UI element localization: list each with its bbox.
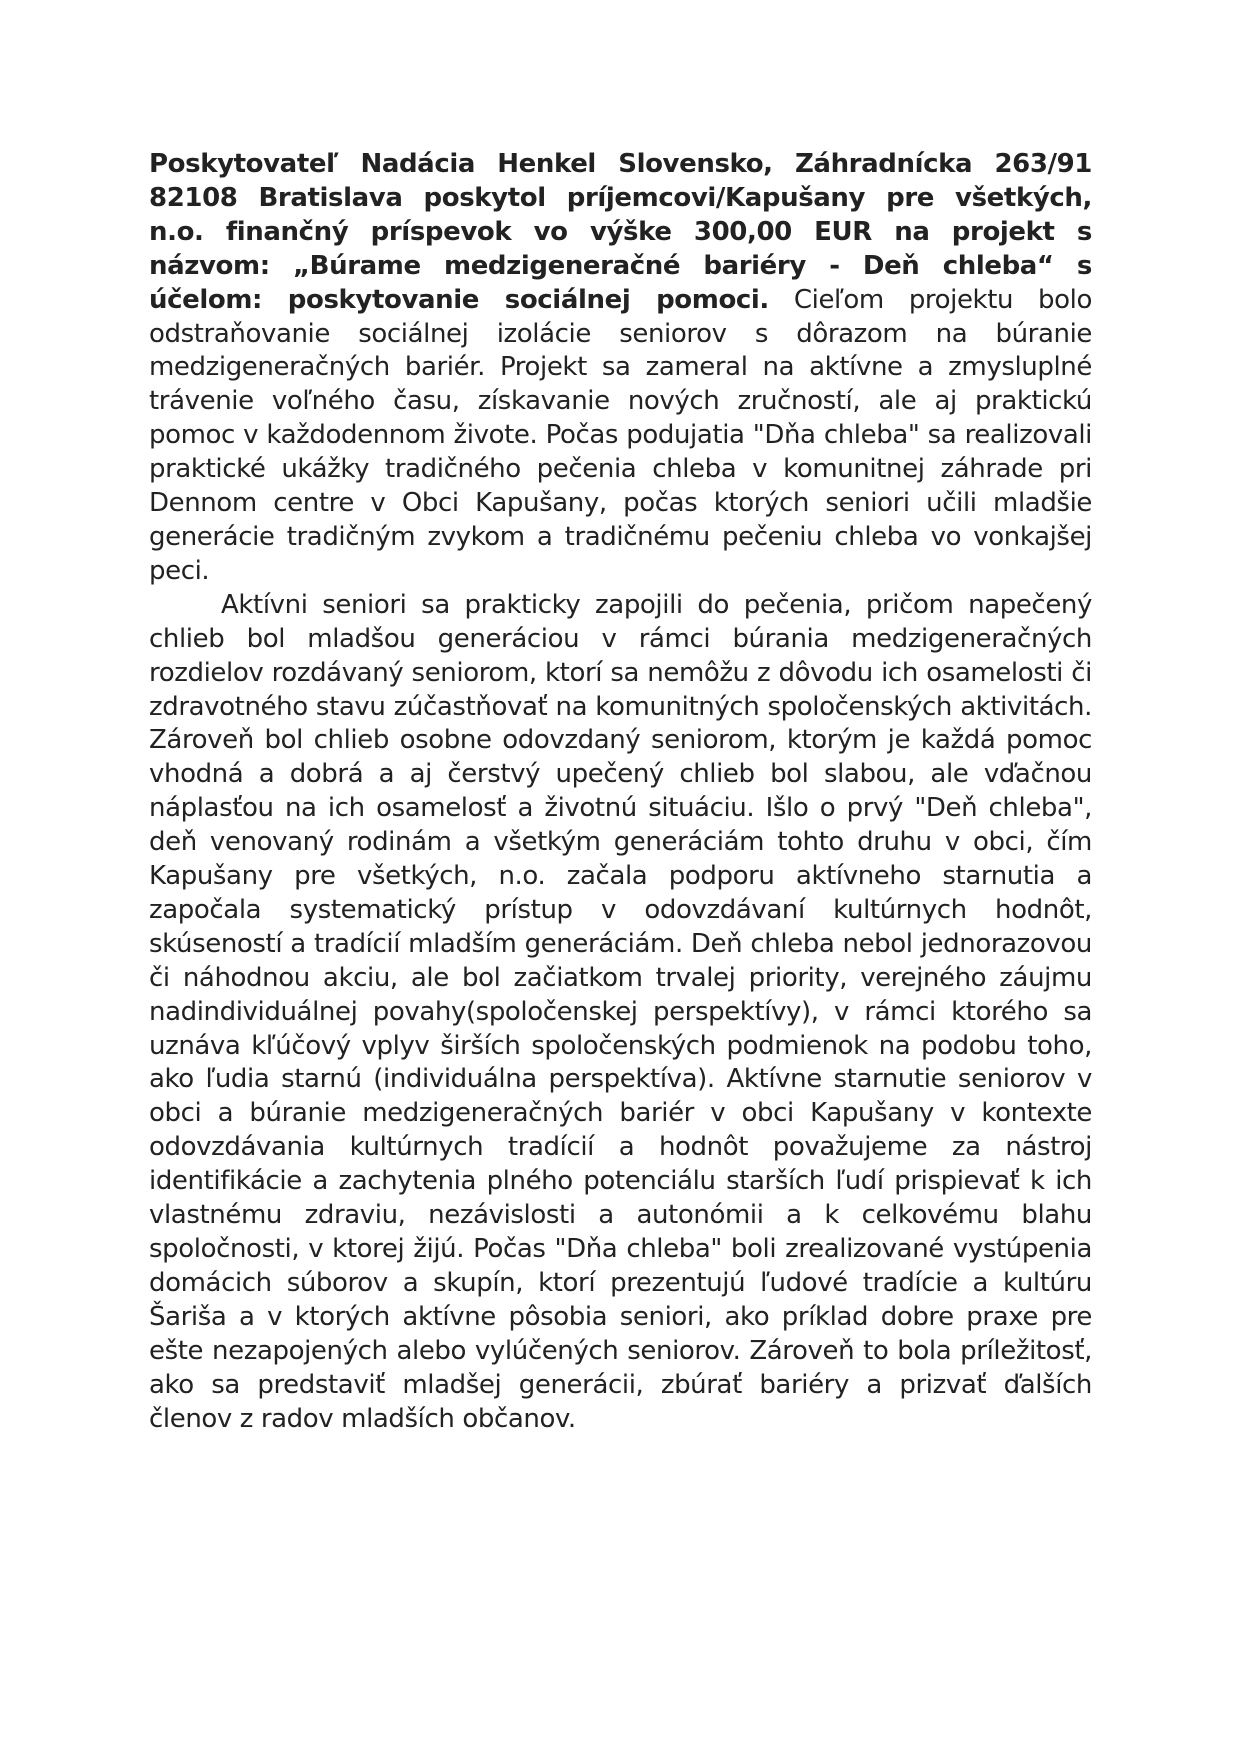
document-body <box>149 148 1092 1436</box>
paragraph-grant-info <box>149 148 1092 589</box>
project-goal-text: Cieľom projektu bolo odstraňovanie sociálnej izolácie seniorov s dôrazom na búranie medzigeneračných bariér. Projekt sa zameral na aktívne a zmysluplné trávenie voľného času, získavanie nových zručností, ale aj praktickú pomoc v každodennom živote. Počas podujatia "Dňa chleba" sa realizovali praktické ukážky tradičného pečenia chleba v komunitnej záhrade pri Dennom centre v Obci Kapušany, počas ktorých seniori učili mladšie generácie tradičným zvykom a tradičnému pečeniu chleba vo vonkajšej peci. <box>149 284 1092 586</box>
paragraph-activities: Aktívni seniori sa prakticky zapojili do pečenia, pričom napečený chlieb bol mladšou generáciou v rámci búrania medzigeneračných rozdielov rozdávaný seniorom, ktorí sa nemôžu z dôvodu ich osamelosti či zdravotného stavu zúčastňovať na komunitných spoločenských aktivitách. Zároveň bol chlieb osobne odovzdaný seniorom, ktorým je každá pomoc vhodná a dobrá a aj čerstvý upečený chlieb bol slabou, ale vďačnou náplasťou na ich osamelosť a životnú situáciu. Išlo o prvý "Deň chleba", deň venovaný rodinám a všetkým generáciám tohto druhu v obci, čím Kapušany pre všetkých, n.o. začala podporu aktívneho starnutia a započala systematický prístup v odovzdávaní kultúrnych hodnôt, skúseností a tradícií mladším generáciám. Deň chleba nebol jednorazovou či náhodnou akciu, ale bol začiatkom trvalej priority, verejného záujmu nadindividuálnej povahy(spoločenskej perspektívy), v rámci ktorého sa uznáva kľúčový vplyv širších spoločenských podmienok na podobu toho, ako ľudia starnú (individuálna perspektíva). Aktívne starnutie seniorov v obci a búranie medzigeneračných bariér v obci Kapušany v kontexte odovzdávania kultúrnych tradícií a hodnôt považujeme za nástroj identifikácie a zachytenia plného potenciálu starších ľudí prispievať k ich vlastnému zdraviu, nezávislosti a autonómii a k celkovému blahu spoločnosti, v ktorej žijú. Počas "Dňa chleba" boli zrealizované vystúpenia domácich súborov a skupín, ktorí prezentujú ľudové tradície a kultúru Šariša a v ktorých aktívne pôsobia seniori, ako príklad dobre praxe pre ešte nezapojených alebo vylúčených seniorov. Zároveň to bola príležitosť, ako sa predstaviť mladšej generácii, zbúrať bariéry a prizvať ďalších členov z radov mladších občanov. <box>149 589 1092 1434</box>
grant-statement: Poskytovateľ Nadácia Henkel Slovensko, Záhradnícka 263/91 82108 Bratislava poskytol príjemcovi/Kapušany pre všetkých, n.o. finančný príspevok vo výške 300,00 EUR na projekt s názvom: „Búrame medzigeneračné bariéry - Deň chleba“ s účelom: poskytovanie sociálnej pomoci. <box>149 149 1092 315</box>
